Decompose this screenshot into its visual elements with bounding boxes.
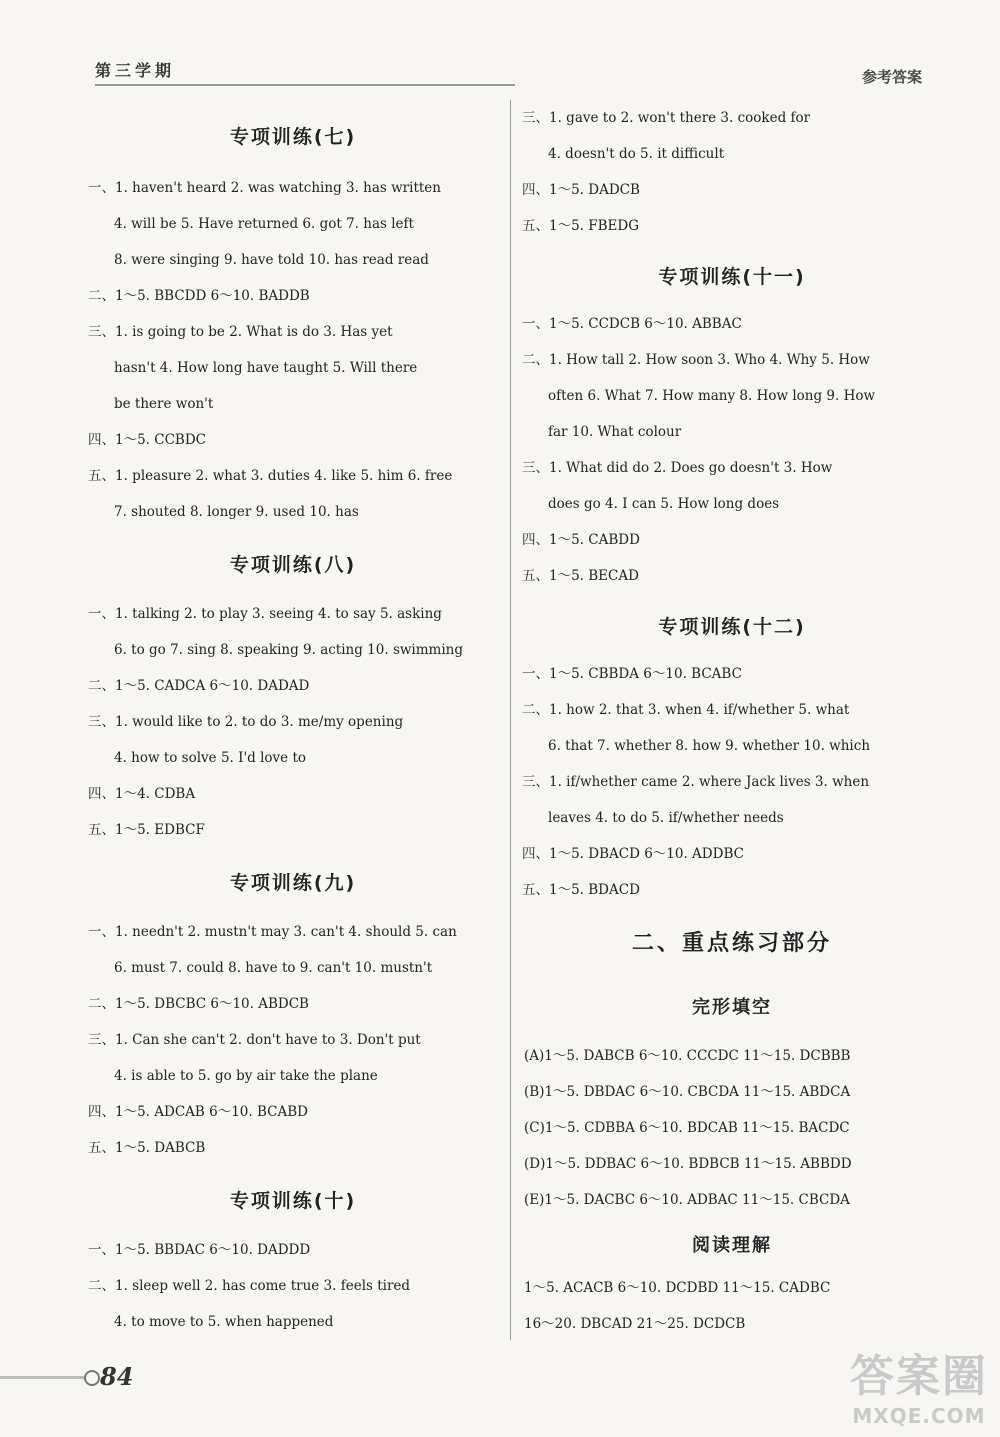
answer-line: 五、1～5. EDBCF xyxy=(88,822,205,838)
answer-line: 4. doesn't do 5. it difficult xyxy=(548,146,725,162)
watermark-logo-text: 答案圈 xyxy=(850,1351,988,1402)
section-title-10: 专项训练(十) xyxy=(229,1189,357,1212)
column-divider xyxy=(510,100,511,1340)
answer-line: often 6. What 7. How many 8. How long 9. How xyxy=(548,388,876,404)
answer-line: 1～5. ACACB 6～10. DCDBD 11～15. CADBC xyxy=(524,1280,831,1296)
header-series-title: 第三学期 xyxy=(95,61,176,80)
answer-line: 三、1. if/whether came 2. where Jack lives 3. when xyxy=(522,774,870,790)
header-rule xyxy=(95,84,515,86)
answer-line: 四、1～5. DBACD 6～10. ADDBC xyxy=(522,846,744,862)
answer-line: 三、1. What did do 2. Does go doesn't 3. How xyxy=(522,460,833,476)
footer-rule xyxy=(0,1376,84,1379)
cloze-title: 完形填空 xyxy=(692,997,772,1018)
answer-line: 五、1～5. BDACD xyxy=(522,882,640,898)
answer-line: 一、1～5. BBDAC 6～10. DADDD xyxy=(88,1242,311,1258)
answer-line: leaves 4. to do 5. if/whether needs xyxy=(548,810,784,826)
part-two-title: 二、重点练习部分 xyxy=(631,930,832,956)
answer-line: 三、1. would like to 2. to do 3. me/my opening xyxy=(88,714,404,730)
reading-title: 阅读理解 xyxy=(692,1235,772,1256)
answer-line: 二、1～5. DBCBC 6～10. ABDCB xyxy=(88,996,309,1012)
watermark-url: MXQE.COM xyxy=(852,1404,986,1428)
answer-line: 五、1～5. DABCB xyxy=(88,1140,206,1156)
answer-line: 6. must 7. could 8. have to 9. can't 10. mustn't xyxy=(114,960,433,976)
answer-line: 二、1. How tall 2. How soon 3. Who 4. Why 5. How xyxy=(522,352,870,368)
answer-line: 四、1～5. ADCAB 6～10. BCABD xyxy=(88,1104,308,1120)
answer-line: 一、1. needn't 2. mustn't may 3. can't 4. should 5. can xyxy=(88,924,457,940)
answer-line: 四、1～5. CCBDC xyxy=(88,432,206,448)
answer-line: 16～20. DBCAD 21～25. DCDCB xyxy=(524,1316,746,1332)
section-title-11: 专项训练(十一) xyxy=(658,265,806,288)
answer-line: 一、1～5. CCDCB 6～10. ABBAC xyxy=(522,316,742,332)
answer-line: 一、1～5. CBBDA 6～10. BCABC xyxy=(522,666,742,682)
answer-line: (D)1～5. DDBAC 6～10. BDBCB 11～15. ABBDD xyxy=(524,1156,852,1172)
header-answer-key-label: 参考答案 xyxy=(861,68,922,86)
answer-line: 二、1～5. BBCDD 6～10. BADDB xyxy=(88,288,310,304)
left-column xyxy=(88,100,498,1340)
answer-line: 二、1～5. CADCA 6～10. DADAD xyxy=(88,678,310,694)
watermark xyxy=(850,1340,988,1428)
answer-line: 五、1～5. BECAD xyxy=(522,568,639,584)
answer-line: 一、1. talking 2. to play 3. seeing 4. to say 5. asking xyxy=(88,606,442,622)
answer-line: be there won't xyxy=(114,396,214,412)
answer-line: hasn't 4. How long have taught 5. Will there xyxy=(114,360,418,376)
answer-line: 二、1. how 2. that 3. when 4. if/whether 5. what xyxy=(522,702,850,718)
right-column xyxy=(522,100,942,1342)
answer-line: 8. were singing 9. have told 10. has read read xyxy=(114,252,429,268)
answer-line: far 10. What colour xyxy=(548,424,682,440)
section-title-9: 专项训练(九) xyxy=(229,871,357,894)
answer-line: 4. how to solve 5. I'd love to xyxy=(114,750,307,766)
answer-line: (E)1～5. DACBC 6～10. ADBAC 11～15. CBCDA xyxy=(524,1192,850,1208)
answer-line: (A)1～5. DABCB 6～10. CCCDC 11～15. DCBBB xyxy=(524,1048,851,1064)
answer-line: (C)1～5. CDBBA 6～10. BDCAB 11～15. BACDC xyxy=(524,1120,850,1136)
footer-dot-ornament xyxy=(84,1370,100,1386)
page-number: 84 xyxy=(100,1362,134,1391)
answer-line: 二、1. sleep well 2. has come true 3. feels tired xyxy=(88,1278,411,1294)
answer-line: 四、1～5. CABDD xyxy=(522,532,640,548)
answer-line: 7. shouted 8. longer 9. used 10. has xyxy=(114,504,359,520)
answer-line: 四、1～4. CDBA xyxy=(88,786,196,802)
answer-line: does go 4. I can 5. How long does xyxy=(548,496,780,512)
answer-line: 四、1～5. DADCB xyxy=(522,182,640,198)
section-title-12: 专项训练(十二) xyxy=(658,615,806,638)
answer-line: 6. to go 7. sing 8. speaking 9. acting 10. swimming xyxy=(114,642,463,658)
answer-line: 4. is able to 5. go by air take the plane xyxy=(114,1068,378,1084)
section-title-8: 专项训练(八) xyxy=(229,553,357,576)
answer-line: 五、1～5. FBEDG xyxy=(522,218,640,234)
answer-line: 一、1. haven't heard 2. was watching 3. has written xyxy=(88,180,441,196)
answer-line: 三、1. Can she can't 2. don't have to 3. Don't put xyxy=(88,1032,421,1048)
answer-line: 三、1. is going to be 2. What is do 3. Has yet xyxy=(88,324,393,340)
answer-line: 三、1. gave to 2. won't there 3. cooked for xyxy=(522,110,811,126)
answer-line: 五、1. pleasure 2. what 3. duties 4. like 5. him 6. free xyxy=(88,468,453,484)
answer-line: 6. that 7. whether 8. how 9. whether 10. which xyxy=(548,738,871,754)
answer-line: (B)1～5. DBDAC 6～10. CBCDA 11～15. ABDCA xyxy=(524,1084,851,1100)
answer-line: 4. to move to 5. when happened xyxy=(114,1314,334,1330)
section-title-7: 专项训练(七) xyxy=(229,125,357,148)
answer-line: 4. will be 5. Have returned 6. got 7. has left xyxy=(114,216,414,232)
